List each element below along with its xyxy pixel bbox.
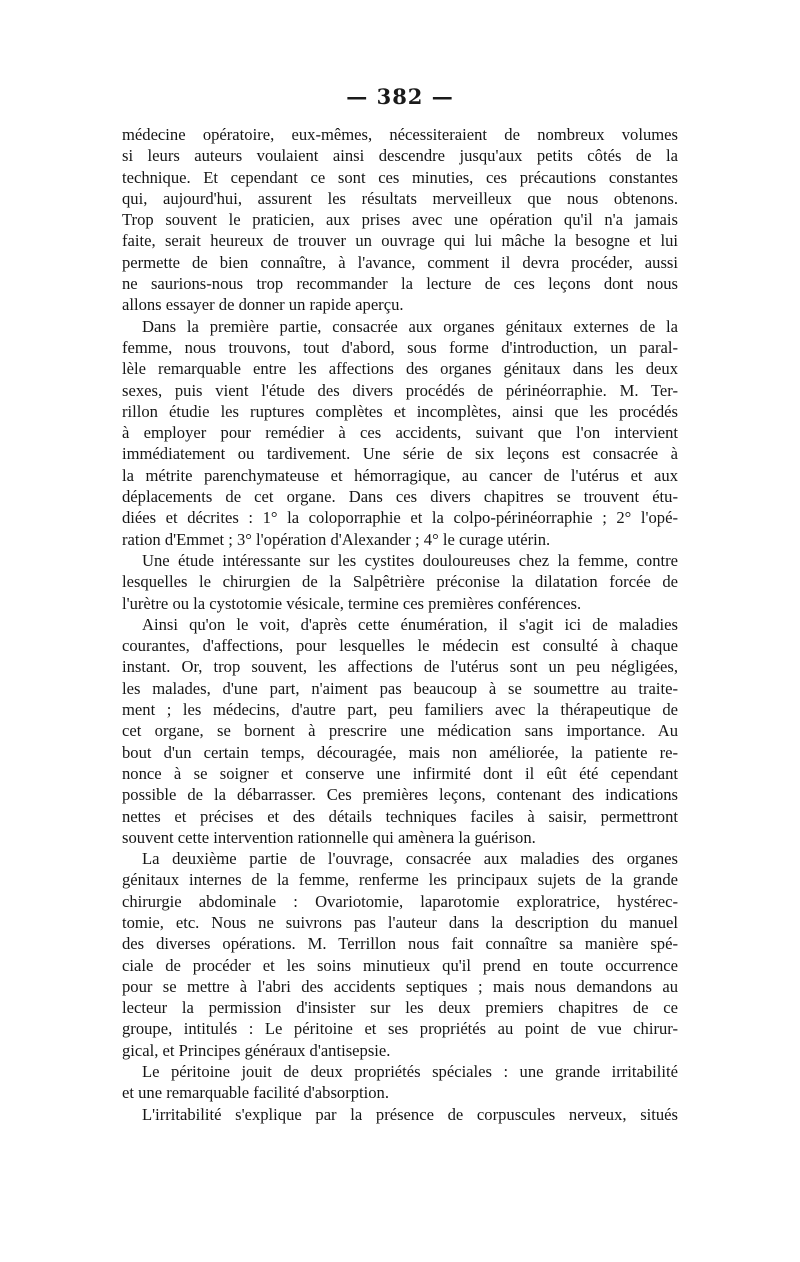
text-line: ciale de procéder et les soins minutieux qu'il prend en toute occurrence (122, 955, 678, 975)
text-line: instant. Or, trop souvent, les affections de l'utérus sont un peu négligées, (122, 657, 678, 677)
text-line: rillon étudie les ruptures complètes et incomplètes, ainsi que les procédés (122, 401, 678, 421)
text-line: possible de la débarrasser. Ces premières leçons, contenant des indications (122, 785, 678, 805)
text-line: lecteur la permission d'insister sur les deux premiers chapitres de ce (122, 998, 678, 1018)
text-line: qui, aujourd'hui, assurent les résultats merveilleux que nous obtenons. (122, 188, 678, 208)
text-line: allons essayer de donner un rapide aperçu. (122, 295, 404, 315)
text-line: déplacements de cet organe. Dans ces divers chapitres se trouvent étu- (122, 487, 678, 507)
text-line: La deuxième partie de l'ouvrage, consacrée aux maladies des organes (142, 849, 678, 869)
text-line: permette de bien connaître, à l'avance, comment il devra procéder, aussi (122, 252, 678, 272)
text-line: ment ; les médecins, d'autre part, peu familiers avec la thérapeutique de (122, 700, 678, 720)
text-line: immédiatement ou tardivement. Une série de six leçons est consacrée à (122, 444, 678, 464)
text-line: tomie, etc. Nous ne suivrons pas l'auteur dans la description du manuel (122, 912, 678, 932)
text-line: gical, et Principes généraux d'antisepsie. (122, 1040, 391, 1060)
text-line: ration d'Emmet ; 3° l'opération d'Alexander ; 4° le curage utérin. (122, 529, 551, 549)
text-line: Une étude intéressante sur les cystites douloureuses chez la femme, contre (142, 550, 678, 570)
text-line: si leurs auteurs voulaient ainsi descendre jusqu'aux petits côtés de la (122, 146, 678, 166)
text-line: bout d'un certain temps, découragée, mais non améliorée, la patiente re- (122, 742, 678, 762)
text-line: groupe, intitulés : Le péritoine et ses propriétés au point de vue chirur- (122, 1019, 678, 1039)
body-text (122, 124, 678, 1125)
text-line: femme, nous trouvons, tout d'abord, sous forme d'introduction, un paral- (122, 337, 678, 357)
text-line: Trop souvent le praticien, aux prises avec une opération qu'il n'a jamais (122, 210, 678, 230)
text-line: pour se mettre à l'abri des accidents septiques ; mais nous demandons au (122, 976, 678, 996)
text-line: diées et décrites : 1° la coloporraphie et la colpo-périnéorraphie ; 2° l'opé- (122, 508, 678, 528)
text-line: Dans la première partie, consacrée aux organes génitaux externes de la (142, 316, 678, 336)
text-line: ne saurions-nous trop recommander la lecture de ces leçons dont nous (122, 274, 678, 294)
text-line: médecine opératoire, eux-mêmes, nécessiteraient de nombreux volumes (122, 125, 678, 144)
page-number: — 382 — (346, 84, 454, 109)
text-line: nettes et précises et des détails techniques faciles à saisir, permettront (122, 806, 678, 826)
text-line: nonce à se soigner et conserve une infirmité dont il eût été cependant (122, 763, 678, 783)
text-line: et une remarquable facilité d'absorption. (122, 1083, 389, 1103)
text-line: sexes, puis vient l'étude des divers procédés de périnéorraphie. M. Ter- (122, 380, 678, 400)
text-line: L'irritabilité s'explique par la présence de corpuscules nerveux, situés (142, 1104, 678, 1124)
text-line: la métrite parenchymateuse et hémorragique, au cancer de l'utérus et aux (122, 465, 678, 485)
text-line: à employer pour remédier à ces accidents, suivant que l'on intervient (122, 423, 678, 443)
text-line: souvent cette intervention rationnelle qui amènera la guérison. (122, 827, 536, 847)
text-line: des diverses opérations. M. Terrillon nous fait connaître sa manière spé- (122, 934, 678, 954)
text-line: Le péritoine jouit de deux propriétés spéciales : une grande irritabilité (142, 1062, 678, 1082)
text-line: technique. Et cependant ce sont ces minuties, ces précautions constantes (122, 167, 678, 187)
text-line: chirurgie abdominale : Ovariotomie, laparotomie exploratrice, hystérec- (122, 891, 678, 911)
text-line: lèle remarquable entre les affections des organes génitaux dans les deux (122, 359, 678, 379)
text-line: lesquelles le chirurgien de la Salpêtrière préconise la dilatation forcée de (122, 572, 678, 592)
text-line: Ainsi qu'on le voit, d'après cette énumération, il s'agit ici de maladies (142, 614, 678, 634)
text-line: l'urètre ou la cystotomie vésicale, termine ces premières conférences. (122, 593, 582, 613)
text-line: cet organe, se bornent à prescrire une médication sans importance. Au (122, 721, 678, 741)
text-line: faite, serait heureux de trouver un ouvrage qui lui mâche la besogne et lui (122, 231, 678, 251)
text-line: courantes, d'affections, pour lesquelles le médecin est consulté à chaque (122, 636, 678, 656)
text-line: génitaux internes de la femme, renferme les principaux sujets de la grande (122, 870, 678, 890)
text-line: les malades, d'une part, n'aiment pas beaucoup à se soumettre au traite- (122, 678, 678, 698)
